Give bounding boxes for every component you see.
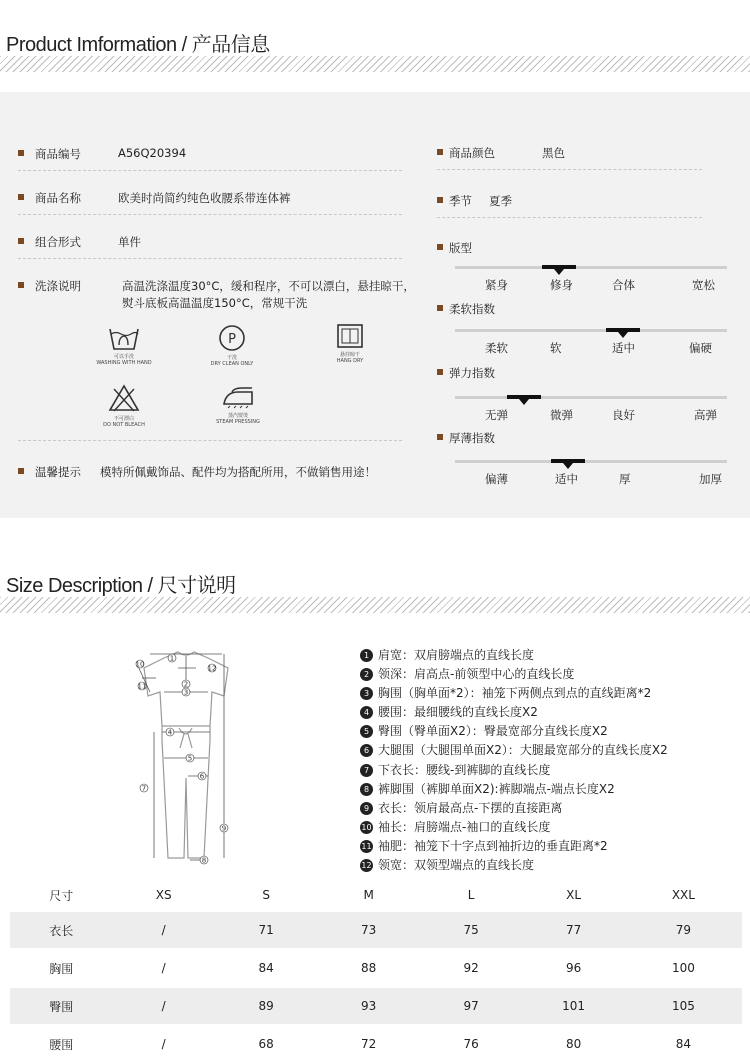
table-cell: 80 — [565, 1037, 582, 1051]
table-cell: 72 — [361, 1037, 377, 1051]
table-cell: 84 — [258, 961, 274, 975]
scale-pointer-icon — [618, 332, 628, 338]
care-label-cn: 蒸汽熨烫 — [227, 413, 248, 419]
number-badge-icon: 4 — [360, 706, 373, 719]
table-cell: 92 — [463, 961, 479, 975]
table-header-row — [10, 878, 742, 912]
table-cell: 101 — [522, 988, 624, 1024]
bullet-icon — [18, 238, 24, 244]
table-header-cell: 尺寸 — [49, 888, 74, 903]
svg-text:10: 10 — [135, 660, 145, 669]
scale-option: 合体 — [612, 278, 635, 292]
scale-option: 紧身 — [485, 278, 508, 292]
bullet-icon — [18, 282, 24, 288]
legend-text: 胸围（胸单面*2）：袖笼下两侧点到点的直线距离*2 — [378, 686, 652, 701]
steam-iron-icon — [218, 386, 258, 410]
scale-bar — [455, 396, 727, 399]
table-cell: 84 — [675, 1037, 692, 1051]
legend-item — [360, 837, 668, 856]
table-cell: 68 — [258, 1037, 274, 1051]
scale-label: 柔软指数 — [449, 302, 495, 316]
svg-text:1: 1 — [169, 654, 175, 663]
care-hang-dry — [318, 323, 382, 364]
care-label-en: STEAM PRESSING — [216, 419, 260, 425]
legend-text: 袖肥：袖笼下十字点到袖折边的垂直距离*2 — [378, 838, 608, 853]
info-value: A56Q20394 — [118, 146, 187, 160]
info-value: 夏季 — [489, 194, 512, 208]
dashed-divider — [18, 258, 402, 259]
scale-option: 加厚 — [699, 472, 722, 486]
table-cell: 89 — [215, 988, 317, 1024]
legend-item — [360, 646, 668, 665]
table-cell: / — [112, 988, 214, 1024]
scale-option: 高弹 — [694, 408, 717, 422]
number-badge-icon: 11 — [361, 841, 372, 851]
table-header-cell: S — [262, 888, 270, 902]
svg-text:11: 11 — [137, 682, 147, 691]
scale-softness — [455, 329, 727, 369]
legend-text: 领深：肩高点-前领型中心的直线长度 — [378, 667, 575, 682]
svg-text:12: 12 — [207, 664, 217, 673]
scale-fit — [455, 266, 727, 306]
care-no-bleach — [92, 383, 156, 428]
scale-option: 柔软 — [485, 341, 508, 355]
scale-option: 良好 — [612, 408, 635, 422]
no-bleach-icon — [108, 383, 140, 413]
scale-option: 适中 — [612, 341, 635, 355]
care-label-en: WASHING WITH HAND — [96, 360, 152, 366]
scale-label: 弹力指数 — [449, 366, 495, 380]
bullet-icon — [437, 305, 443, 311]
legend-text: 领宽：双领型端点的直线长度 — [378, 858, 535, 873]
scale-option: 无弹 — [485, 408, 508, 422]
number-badge-icon: 1 — [360, 649, 373, 662]
size-section-title: Size Description / 尺寸说明 — [6, 575, 236, 597]
tip-warning-text: 模特所佩戴饰品、配件均为搭配所用，不做销售用途！ — [100, 465, 376, 479]
info-label: 组合形式 — [35, 235, 81, 249]
bullet-icon — [437, 244, 443, 250]
table-cell: 腰围 — [49, 1037, 74, 1052]
legend-item — [360, 761, 668, 780]
scale-elasticity — [455, 396, 727, 436]
info-label: 温馨提示 — [35, 465, 81, 479]
title-divider — [0, 597, 750, 613]
info-label: 季节 — [449, 194, 472, 208]
table-cell: 71 — [215, 912, 317, 948]
legend-text: 衣长：领肩最高点-下摆的直接距离 — [378, 800, 563, 815]
svg-text:6: 6 — [199, 772, 205, 781]
number-badge-icon: 12 — [361, 861, 372, 871]
care-label-cn: 干洗 — [226, 355, 237, 361]
measurement-legend — [360, 646, 668, 875]
product-info-panel — [0, 92, 750, 518]
care-dry-clean — [200, 324, 264, 367]
table-cell: 76 — [463, 1037, 479, 1051]
table-cell: / — [161, 1037, 166, 1051]
dashed-divider — [437, 217, 702, 218]
table-cell: 88 — [361, 961, 377, 975]
info-label: 商品颜色 — [449, 146, 495, 160]
number-badge-icon: 2 — [360, 668, 373, 681]
legend-item — [360, 665, 668, 684]
bullet-icon — [437, 434, 443, 440]
number-badge-icon: 10 — [361, 822, 372, 832]
number-badge-icon: 8 — [360, 783, 373, 796]
table-cell: 79 — [625, 912, 742, 948]
dry-clean-icon — [218, 324, 246, 352]
svg-text:9: 9 — [221, 824, 227, 833]
svg-text:P: P — [228, 332, 236, 347]
table-cell: 胸围 — [49, 961, 74, 976]
care-label-cn: 不可漂白 — [113, 416, 134, 422]
scale-bar — [455, 329, 727, 332]
number-badge-icon: 3 — [360, 687, 373, 700]
care-label-en: DRY CLEAN ONLY — [210, 361, 254, 367]
bullet-icon — [18, 194, 24, 200]
care-label-cn: 可以手洗 — [113, 354, 134, 360]
info-label: 商品名称 — [35, 191, 81, 205]
scale-option: 偏硬 — [689, 341, 712, 355]
title-divider — [0, 56, 750, 72]
svg-text:4: 4 — [167, 728, 173, 737]
legend-text: 下衣长：腰线-到裤脚的直线长度 — [378, 762, 551, 777]
hang-dry-icon — [336, 323, 364, 349]
table-cell: / — [161, 961, 166, 975]
number-badge-icon: 6 — [360, 744, 373, 757]
dashed-divider — [18, 214, 402, 215]
table-cell: 77 — [522, 912, 624, 948]
legend-item — [360, 703, 668, 722]
scale-bar — [455, 460, 727, 463]
info-value: 黑色 — [542, 146, 565, 160]
svg-text:8: 8 — [201, 856, 207, 865]
scale-pointer-icon — [563, 463, 573, 469]
wash-text: 高温洗涤温度30°C，缓和程序，不可以漂白，悬挂晾干，熨斗底板高温温度150°C，常规干洗 — [122, 279, 415, 310]
legend-item — [360, 799, 668, 818]
table-row — [10, 988, 742, 1024]
table-cell: 100 — [671, 961, 695, 975]
table-row — [10, 1024, 742, 1059]
svg-text:2: 2 — [183, 680, 189, 689]
table-header-cell: XS — [155, 888, 172, 902]
scale-option: 宽松 — [692, 278, 715, 292]
legend-text: 大腿围（大腿围单面X2）：大腿最宽部分的直线长度X2 — [378, 743, 668, 758]
hand-wash-icon — [107, 325, 141, 351]
dashed-divider — [18, 170, 402, 171]
svg-text:7: 7 — [141, 784, 147, 793]
table-row — [10, 948, 742, 988]
dashed-divider — [437, 169, 702, 170]
legend-text: 裤脚围（裤脚单面X2):裤脚端点-端点长度X2 — [378, 781, 615, 796]
scale-option: 偏薄 — [485, 472, 508, 486]
table-cell: 96 — [565, 961, 582, 975]
care-hand-wash — [92, 325, 156, 366]
legend-text: 臀围（臀单面X2）：臀最宽部分直线长度X2 — [378, 724, 608, 739]
legend-text: 袖长：肩膀端点-袖口的直线长度 — [378, 819, 551, 834]
table-cell: 75 — [420, 912, 522, 948]
table-cell: 93 — [317, 988, 419, 1024]
scale-pointer-icon — [554, 269, 564, 275]
legend-item — [360, 722, 668, 741]
table-cell: 衣长 — [10, 912, 112, 948]
scale-label: 版型 — [449, 241, 472, 255]
bullet-icon — [18, 150, 24, 156]
table-header-cell: XXL — [671, 888, 695, 902]
legend-item — [360, 780, 668, 799]
size-table — [10, 878, 742, 1059]
table-row — [10, 912, 742, 948]
scale-bar — [455, 266, 727, 269]
legend-text: 肩宽：双肩膀端点的直线长度 — [378, 648, 535, 662]
care-label-en: DO NOT BLEACH — [103, 422, 145, 428]
table-header-cell: M — [363, 888, 374, 902]
bullet-icon — [437, 197, 443, 203]
legend-item — [360, 818, 668, 837]
number-badge-icon: 5 — [360, 725, 373, 738]
info-label: 商品编号 — [35, 147, 81, 161]
table-cell: 105 — [625, 988, 742, 1024]
number-badge-icon: 9 — [360, 802, 373, 815]
info-value: 欧美时尚简约纯色收腰系带连体裤 — [118, 191, 291, 205]
number-badge-icon: 7 — [360, 764, 373, 777]
scale-option: 修身 — [550, 278, 573, 292]
legend-item — [360, 741, 668, 760]
svg-text:5: 5 — [187, 754, 193, 763]
dashed-divider — [18, 440, 402, 441]
scale-thickness — [455, 460, 727, 500]
bullet-icon — [437, 369, 443, 375]
legend-text: 腰围：最细腰线的直线长度X2 — [378, 705, 538, 720]
legend-item — [360, 684, 668, 703]
scale-option: 软 — [550, 341, 562, 355]
scale-label: 厚薄指数 — [449, 431, 495, 445]
svg-text:3: 3 — [183, 688, 189, 697]
scale-option: 微弹 — [550, 408, 573, 422]
table-cell: 97 — [420, 988, 522, 1024]
care-label-cn: 悬挂晾干 — [339, 352, 360, 358]
table-header-cell: L — [467, 888, 475, 902]
table-cell: / — [112, 912, 214, 948]
scale-pointer-icon — [519, 399, 529, 405]
table-cell: 臀围 — [10, 988, 112, 1024]
table-header-cell: XL — [566, 888, 582, 902]
bullet-icon — [18, 468, 24, 474]
jumpsuit-measurement-diagram — [124, 648, 254, 870]
scale-option: 厚 — [619, 472, 631, 486]
care-steam-iron — [206, 386, 270, 425]
table-cell: 73 — [317, 912, 419, 948]
info-value: 单件 — [118, 235, 141, 249]
care-label-en: HANG DRY — [336, 358, 364, 364]
scale-option: 适中 — [555, 472, 578, 486]
product-section-title: Product Imformation / 产品信息 — [6, 34, 270, 56]
legend-item — [360, 856, 668, 875]
info-label: 洗涤说明 — [35, 279, 81, 293]
bullet-icon — [437, 149, 443, 155]
